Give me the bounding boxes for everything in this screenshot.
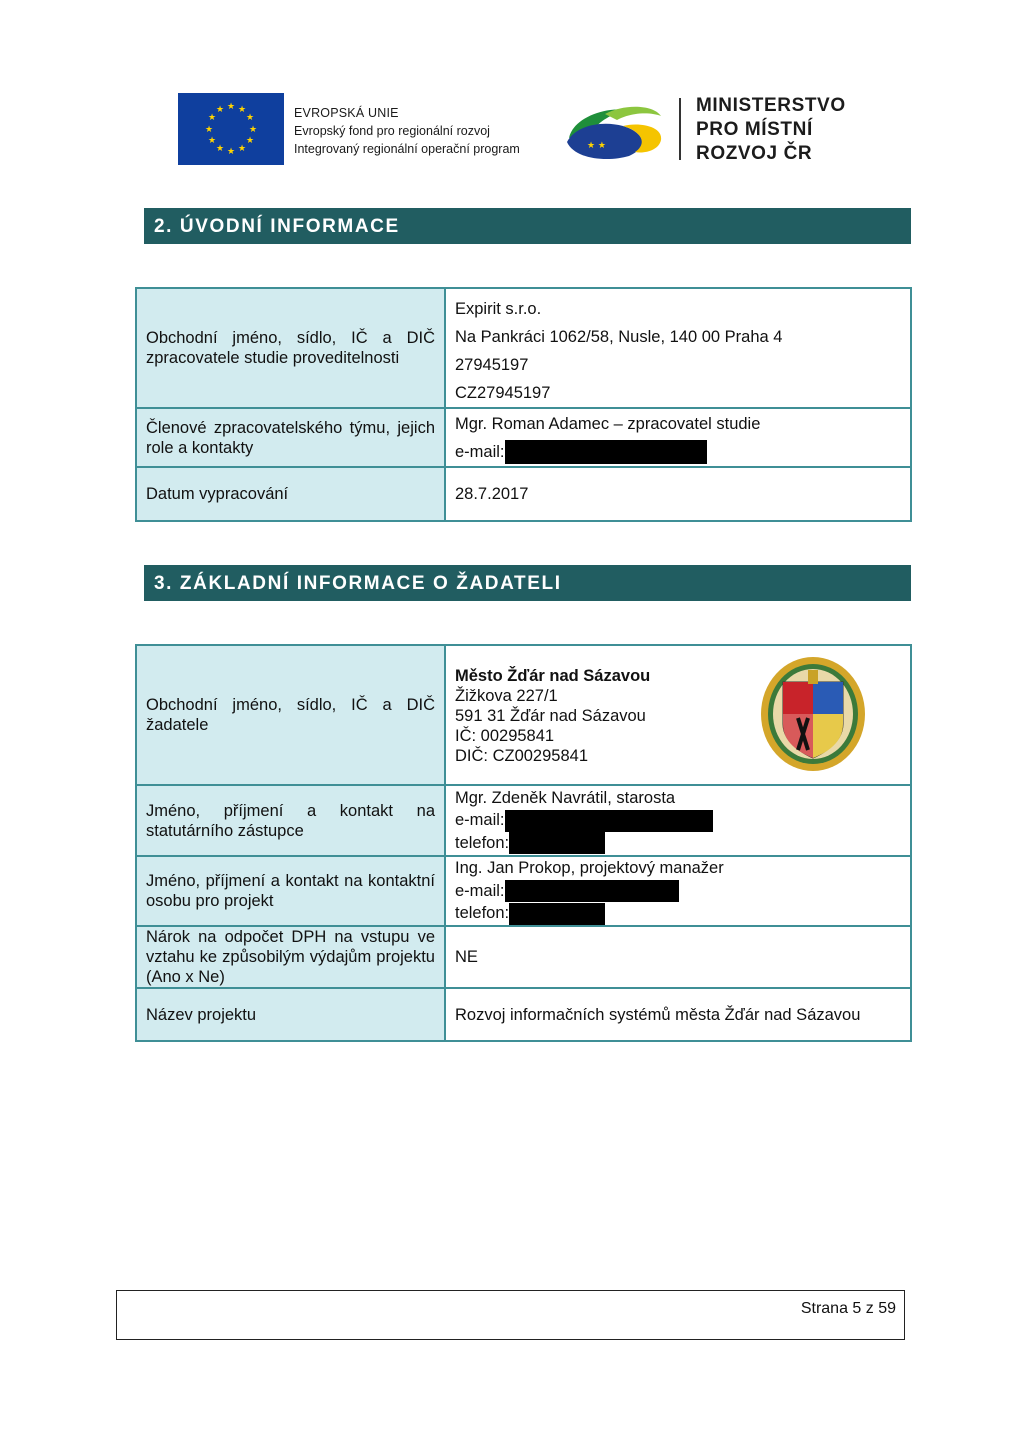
svg-text:★: ★ [215,105,225,115]
eu-text-line: Evropský fond pro regionální rozvoj [294,124,490,138]
svg-text:★: ★ [226,102,236,112]
table-row [136,645,911,785]
section-3-title: 3. ZÁKLADNÍ INFORMACE O ŽADATELI [144,565,911,601]
row-label: Název projektu [136,988,445,1041]
ministry-line: MINISTERSTVO [696,95,846,116]
ministry-name [696,94,846,166]
email-label: e-mail: [455,442,505,461]
svg-text:★: ★ [245,136,255,146]
row-value: NE [445,926,911,988]
company-address: Na Pankráci 1062/58, Nusle, 140 00 Praha 4 [455,328,783,346]
row-label: Datum vypracování [136,467,445,521]
logo-divider [679,98,681,160]
svg-text:★: ★ [215,144,225,154]
redacted-email [505,440,707,464]
svg-text:★: ★ [237,144,247,154]
row-label: Nárok na odpočet DPH na vstupu ve vztahu ke způsobilým výdajům projektu (Ano x Ne) [136,926,445,988]
row-label: Jméno, příjmení a kontakt na kontaktní osobu pro projekt [136,856,445,926]
company-ic: 27945197 [455,356,529,374]
team-member: Mgr. Roman Adamec – zpracovatel studie [455,414,761,433]
applicant-city: 591 31 Žďár nad Sázavou [455,707,646,725]
row-label: Obchodní jméno, sídlo, IČ a DIČ zpracovatele studie proveditelnosti [136,288,445,408]
applicant-info-table [135,644,912,1042]
irop-logo [565,100,665,160]
applicant-ic: IČ: 00295841 [455,727,555,745]
page-footer [116,1290,905,1340]
row-label: Jméno, příjmení a kontakt na statutárního zástupce [136,785,445,856]
svg-text:★: ★ [237,105,247,115]
row-label: Obchodní jméno, sídlo, IČ a DIČ žadatele [136,645,445,785]
phone-line [455,832,901,855]
eu-text-line: EVROPSKÁ UNIE [294,106,399,120]
row-value [445,856,911,926]
svg-text:★ ★: ★ ★ [587,141,606,151]
svg-text:★: ★ [204,125,214,135]
email-line [455,809,901,832]
phone-label: telefon: [455,833,510,852]
svg-text:★: ★ [245,113,255,123]
table-row [136,785,911,856]
row-value [445,288,911,408]
applicant-name: Město Žďár nad Sázavou [455,667,651,685]
statutory-representative: Mgr. Zdeněk Navrátil, starosta [455,788,676,807]
row-value: 28.7.2017 [445,467,911,521]
eu-program-text [294,104,520,158]
redacted-email [505,810,713,832]
eu-flag-logo [178,93,284,165]
table-row [136,288,911,408]
email-line [455,880,901,903]
city-coat-of-arms-icon [758,654,868,774]
eu-text-line: Integrovaný regionální operační program [294,142,520,156]
section-2-title: 2. ÚVODNÍ INFORMACE [144,208,911,244]
ministry-line: PRO MÍSTNÍ [696,119,813,140]
svg-text:★: ★ [207,113,217,123]
email-label: e-mail: [455,811,505,830]
row-value [445,408,911,467]
email-label: e-mail: [455,881,505,900]
company-name: Expirit s.r.o. [455,300,542,318]
table-row [136,408,911,467]
applicant-street: Žižkova 227/1 [455,687,558,705]
svg-text:★: ★ [226,147,236,157]
row-value: Rozvoj informačních systémů města Žďár nad Sázavou [445,988,911,1041]
redacted-phone [509,903,605,925]
table-row [136,926,911,988]
redacted-email [505,880,679,902]
table-row [136,856,911,926]
row-value [445,645,911,785]
applicant-dic: DIČ: CZ00295841 [455,747,588,765]
row-value [445,785,911,856]
svg-text:★: ★ [248,125,258,135]
redacted-phone [509,832,605,854]
email-line [455,438,901,466]
contact-person: Ing. Jan Prokop, projektový manažer [455,859,724,878]
eu-stars-icon [178,93,284,165]
table-row [136,467,911,521]
svg-text:★: ★ [207,136,217,146]
company-dic: CZ27945197 [455,384,551,402]
ministry-line: ROZVOJ ČR [696,143,813,164]
page-number: Strana 5 z 59 [800,1300,896,1317]
intro-info-table [135,287,912,522]
phone-line [455,902,901,925]
phone-label: telefon: [455,904,510,923]
table-row [136,988,911,1041]
row-label: Členové zpracovatelského týmu, jejich role a kontakty [136,408,445,467]
